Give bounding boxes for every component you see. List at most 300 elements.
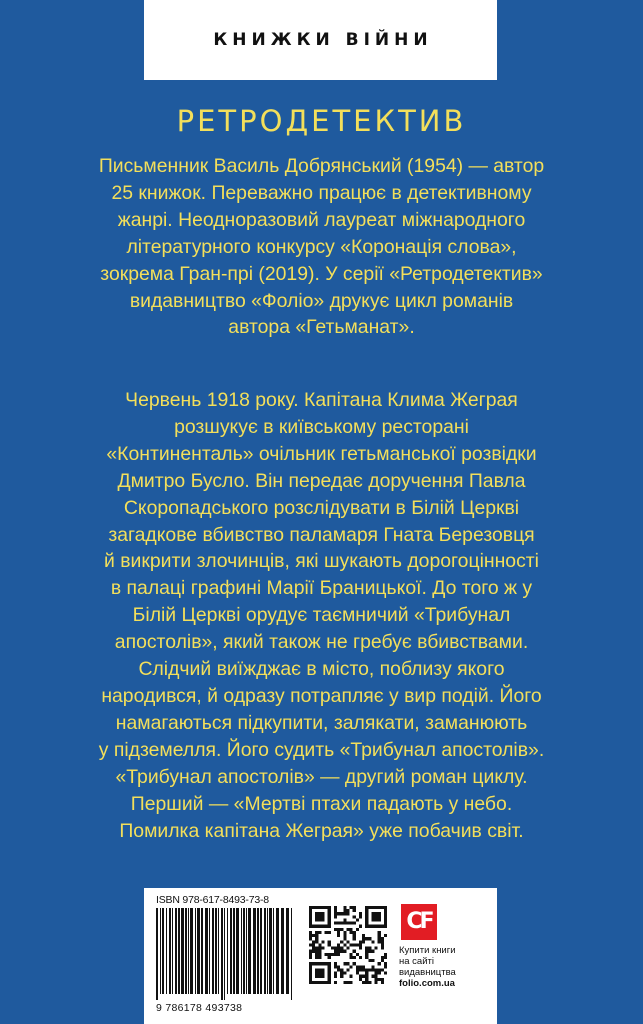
annotation-line: у підземелля. Його судить «Трибунал апостолів».	[98, 738, 545, 761]
qr-module	[368, 968, 371, 971]
barcode-bar	[209, 908, 210, 994]
qr-module	[381, 968, 384, 971]
barcode-bar	[281, 908, 284, 994]
qr-module	[337, 965, 340, 968]
annotation-line: розшукує в київському ресторані	[174, 415, 469, 438]
qr-module	[315, 931, 318, 934]
qr-module	[321, 940, 324, 943]
qr-module	[318, 931, 321, 934]
qr-module	[309, 906, 312, 909]
annotation-line: Помилка капітана Жеграя» уже побачив світ.	[119, 819, 524, 842]
annotation-line: Скоропадського розслідувати в Білій Церкві	[123, 496, 520, 519]
qr-module	[321, 981, 324, 984]
bio-line: видавництво «Фоліо» друкує цикл романів	[129, 289, 514, 312]
qr-module	[359, 915, 362, 918]
barcode-bar	[205, 908, 208, 994]
qr-module	[321, 918, 324, 921]
qr-module	[334, 962, 337, 965]
bio-line: автора «Гетьманат».	[228, 316, 415, 339]
qr-module	[318, 972, 321, 975]
qr-module	[346, 962, 349, 965]
qr-module	[337, 943, 340, 946]
qr-module	[381, 956, 384, 959]
qr-module	[318, 962, 321, 965]
qr-module	[381, 940, 384, 943]
qr-module	[368, 937, 371, 940]
qr-module	[321, 972, 324, 975]
book-annotation	[40, 387, 603, 844]
qr-module	[384, 922, 387, 925]
qr-module	[359, 965, 362, 968]
qr-module	[328, 975, 331, 978]
qr-module	[353, 931, 356, 934]
annotation-line: Перший — «Мертві птахи падають у небо.	[130, 792, 513, 815]
qr-module	[375, 972, 378, 975]
qr-module	[318, 956, 321, 959]
barcode-bar	[257, 908, 259, 994]
qr-module	[340, 975, 343, 978]
qr-module	[346, 947, 349, 950]
qr-module	[340, 950, 343, 953]
qr-module	[309, 978, 312, 981]
qr-module	[328, 906, 331, 909]
barcode-bar	[221, 908, 223, 1000]
qr-module	[359, 956, 362, 959]
qr-module	[309, 975, 312, 978]
qr-module	[368, 947, 371, 950]
qr-module	[334, 915, 337, 918]
qr-module	[312, 943, 315, 946]
barcode-bar	[260, 908, 262, 994]
qr-module	[321, 912, 324, 915]
qr-module	[346, 922, 349, 925]
qr-module	[375, 918, 378, 921]
barcode-bar	[195, 908, 196, 994]
qr-module	[365, 956, 368, 959]
qr-module	[343, 909, 346, 912]
qr-module	[334, 928, 337, 931]
barcode-bar	[172, 908, 173, 994]
qr-module	[309, 968, 312, 971]
qr-module	[328, 981, 331, 984]
qr-module	[362, 940, 365, 943]
qr-module	[340, 972, 343, 975]
qr-module	[315, 925, 318, 928]
qr-module	[328, 925, 331, 928]
qr-module	[368, 959, 371, 962]
qr-module	[346, 909, 349, 912]
qr-module	[365, 925, 368, 928]
qr-module	[328, 943, 331, 946]
qr-module	[337, 968, 340, 971]
qr-module	[318, 906, 321, 909]
qr-module	[321, 906, 324, 909]
qr-module	[309, 922, 312, 925]
qr-module	[334, 965, 337, 968]
qr-module	[353, 937, 356, 940]
barcode-bar	[190, 908, 193, 994]
qr-module	[371, 940, 374, 943]
qr-module	[334, 950, 337, 953]
qr-module	[309, 909, 312, 912]
publisher-logo	[401, 904, 437, 940]
qr-module	[381, 937, 384, 940]
qr-module	[343, 962, 346, 965]
qr-module	[309, 972, 312, 975]
qr-module	[343, 937, 346, 940]
qr-module	[318, 950, 321, 953]
qr-module	[384, 965, 387, 968]
qr-module	[350, 922, 353, 925]
qr-module	[378, 937, 381, 940]
barcode-bar	[178, 908, 180, 994]
qr-module	[378, 925, 381, 928]
qr-module	[378, 906, 381, 909]
qr-module	[315, 950, 318, 953]
barcode-bar	[236, 908, 239, 994]
qr-module	[318, 943, 321, 946]
qr-module	[378, 968, 381, 971]
barcode-bar	[264, 908, 266, 994]
barcode-bar	[175, 908, 177, 994]
series-title: КНИЖКИ ВІЙНИ	[213, 30, 433, 50]
qr-module	[378, 962, 381, 965]
qr-module	[346, 981, 349, 984]
qr-module	[309, 912, 312, 915]
qr-module	[371, 975, 374, 978]
series-banner	[144, 0, 497, 80]
qr-module	[359, 912, 362, 915]
qr-module	[318, 925, 321, 928]
qr-module	[328, 909, 331, 912]
qr-module	[315, 956, 318, 959]
qr-module	[328, 915, 331, 918]
qr-module	[353, 909, 356, 912]
qr-module	[328, 968, 331, 971]
qr-module	[315, 915, 318, 918]
barcode-digits: 9 786178 493738	[156, 1002, 243, 1014]
qr-module	[309, 950, 312, 953]
qr-module	[365, 922, 368, 925]
bio-line: 25 книжок. Переважно працює в детективному	[111, 181, 532, 204]
qr-module	[337, 928, 340, 931]
qr-module	[378, 978, 381, 981]
barcode-bar	[248, 908, 251, 994]
qr-module	[309, 956, 312, 959]
qr-module	[375, 915, 378, 918]
barcode-bar	[291, 908, 292, 1000]
annotation-line: народився, й одразу потрапляє у вир подій. Його	[101, 684, 542, 707]
qr-module	[371, 925, 374, 928]
publisher-logo-text: CF	[406, 909, 432, 934]
barcode-bar	[166, 908, 167, 994]
publisher-site: folio.com.ua	[399, 978, 455, 989]
bio-line: жанрі. Неодноразовий лауреат міжнародного	[117, 208, 526, 231]
qr-module	[365, 950, 368, 953]
qr-module	[337, 931, 340, 934]
qr-module	[321, 947, 324, 950]
qr-module	[315, 972, 318, 975]
qr-module	[309, 915, 312, 918]
qr-module	[337, 953, 340, 956]
qr-module	[334, 972, 337, 975]
qr-module	[309, 962, 312, 965]
qr-module	[309, 925, 312, 928]
bio-line: зокрема Гран-прі (2019). У серії «Ретродетектив»	[100, 262, 543, 285]
qr-module	[315, 975, 318, 978]
qr-module	[328, 956, 331, 959]
qr-module	[321, 915, 324, 918]
qr-module	[328, 931, 331, 934]
qr-module	[378, 931, 381, 934]
qr-module	[340, 947, 343, 950]
qr-module	[318, 912, 321, 915]
qr-module	[375, 912, 378, 915]
qr-module	[384, 953, 387, 956]
qr-module	[309, 931, 312, 934]
qr-module	[362, 981, 365, 984]
qr-module	[328, 978, 331, 981]
qr-module	[312, 906, 315, 909]
barcode-bar	[215, 908, 217, 994]
qr-module	[334, 912, 337, 915]
qr-module	[343, 950, 346, 953]
qr-module	[359, 968, 362, 971]
qr-module	[384, 912, 387, 915]
qr-module	[334, 947, 337, 950]
qr-module	[325, 953, 328, 956]
barcode-bar	[227, 908, 228, 994]
qr-module	[312, 962, 315, 965]
qr-module	[375, 906, 378, 909]
qr-module	[359, 940, 362, 943]
qr-module	[384, 925, 387, 928]
qr-module	[334, 909, 337, 912]
qr-module	[334, 981, 337, 984]
qr-module	[353, 922, 356, 925]
buy-line: видавництва	[399, 967, 456, 978]
qr-module	[346, 968, 349, 971]
qr-module	[328, 912, 331, 915]
qr-module	[350, 956, 353, 959]
qr-module	[318, 947, 321, 950]
qr-module	[378, 918, 381, 921]
qr-module	[365, 906, 368, 909]
qr-module	[343, 972, 346, 975]
qr-module	[315, 953, 318, 956]
qr-module	[340, 940, 343, 943]
qr-module	[365, 975, 368, 978]
qr-module	[368, 925, 371, 928]
qr-module	[312, 925, 315, 928]
qr-module	[353, 956, 356, 959]
qr-module	[318, 915, 321, 918]
qr-module	[353, 934, 356, 937]
qr-module	[315, 937, 318, 940]
qr-module	[356, 968, 359, 971]
barcode-bar	[273, 908, 274, 994]
qr-module	[368, 950, 371, 953]
barcode-bar	[243, 908, 245, 994]
buy-line: на сайті	[399, 956, 434, 967]
qr-module	[384, 918, 387, 921]
qr-module	[309, 934, 312, 937]
qr-module	[365, 937, 368, 940]
qr-module	[371, 915, 374, 918]
qr-module	[343, 931, 346, 934]
qr-module	[334, 975, 337, 978]
qr-module	[381, 925, 384, 928]
qr-module	[375, 981, 378, 984]
buy-line: Купити книги	[399, 945, 456, 956]
qr-module	[356, 918, 359, 921]
annotation-line: й викрити злочинців, які шукають дорогоцінності	[104, 550, 539, 573]
qr-module	[309, 953, 312, 956]
qr-module	[384, 962, 387, 965]
qr-module	[353, 950, 356, 953]
isbn-label: ISBN 978-617-8493-73-8	[156, 894, 269, 906]
annotation-line: загадкове вбивство паламаря Гната Березовця	[108, 523, 535, 546]
qr-module	[315, 968, 318, 971]
barcode-bar	[181, 908, 184, 994]
qr-module	[371, 912, 374, 915]
qr-module	[365, 978, 368, 981]
qr-module	[371, 959, 374, 962]
qr-module	[368, 906, 371, 909]
qr-module	[365, 953, 368, 956]
qr-module	[381, 981, 384, 984]
qr-module	[350, 953, 353, 956]
qr-module	[371, 968, 374, 971]
qr-module	[318, 953, 321, 956]
qr-module	[312, 940, 315, 943]
qr-module	[340, 922, 343, 925]
qr-module	[312, 947, 315, 950]
qr-module	[315, 940, 318, 943]
qr-module	[359, 925, 362, 928]
qr-module	[375, 975, 378, 978]
qr-module	[384, 934, 387, 937]
barcode-bar	[160, 908, 161, 994]
qr-module	[328, 972, 331, 975]
barcode-bar	[233, 908, 235, 994]
qr-module	[350, 943, 353, 946]
bio-line: літературного конкурсу «Коронація слова»,	[126, 235, 517, 258]
qr-module	[328, 918, 331, 921]
qr-module	[328, 940, 331, 943]
qr-module	[321, 975, 324, 978]
qr-module	[309, 981, 312, 984]
barcode-image	[156, 908, 292, 1000]
qr-module	[381, 978, 384, 981]
qr-module	[343, 981, 346, 984]
qr-module	[378, 915, 381, 918]
qr-module	[315, 906, 318, 909]
qr-module	[328, 962, 331, 965]
barcode-bar	[185, 908, 187, 994]
qr-module	[365, 968, 368, 971]
qr-module	[350, 928, 353, 931]
qr-module	[343, 943, 346, 946]
annotation-line: Білій Церкві орудує таємничий «Трибунал	[132, 604, 511, 627]
barcode-bar	[218, 908, 219, 994]
qr-module	[315, 947, 318, 950]
qr-module	[312, 934, 315, 937]
barcode-bar	[212, 908, 214, 994]
qr-module	[331, 947, 334, 950]
qr-module	[378, 912, 381, 915]
barcode-bar	[230, 908, 232, 994]
buy-online-note	[399, 945, 489, 989]
barcode-bar	[197, 908, 200, 994]
qr-module	[378, 934, 381, 937]
qr-module	[340, 968, 343, 971]
qr-module	[337, 912, 340, 915]
barcode-bar	[246, 908, 247, 994]
annotation-line: Червень 1918 року. Капітана Клима Жеграя	[125, 389, 518, 411]
qr-module	[375, 968, 378, 971]
qr-module	[362, 975, 365, 978]
qr-module	[353, 915, 356, 918]
qr-module	[378, 940, 381, 943]
qr-module	[356, 928, 359, 931]
qr-module	[359, 978, 362, 981]
qr-module	[353, 906, 356, 909]
qr-module	[337, 934, 340, 937]
qr-module	[343, 934, 346, 937]
qr-module	[325, 931, 328, 934]
annotation-line: намагаються підкупити, залякати, заманюють	[115, 711, 528, 734]
qr-module	[365, 909, 368, 912]
qr-module	[334, 953, 337, 956]
barcode-panel	[144, 888, 497, 1024]
barcode-bar	[188, 908, 189, 994]
annotation-line: апостолів», який також не гребує вбивствами.	[114, 631, 529, 654]
qr-module	[337, 950, 340, 953]
qr-module	[365, 972, 368, 975]
qr-module	[318, 918, 321, 921]
qr-module	[356, 943, 359, 946]
qr-module	[312, 950, 315, 953]
qr-module	[384, 906, 387, 909]
qr-module	[337, 922, 340, 925]
annotation-line: «Континенталь» очільник гетьманської розвідки	[106, 442, 537, 465]
qr-module	[321, 968, 324, 971]
qr-module	[318, 975, 321, 978]
qr-module	[365, 981, 368, 984]
qr-module	[375, 978, 378, 981]
qr-module	[365, 947, 368, 950]
qr-module	[359, 947, 362, 950]
qr-module	[350, 906, 353, 909]
annotation-line: Слідчий виїжджає в місто, поблизу якого	[138, 658, 505, 681]
qr-module	[350, 965, 353, 968]
qr-module	[325, 962, 328, 965]
qr-module	[384, 956, 387, 959]
qr-module	[375, 947, 378, 950]
barcode-bar	[156, 908, 158, 1000]
annotation-line: «Трибунал апостолів» — другий роман циклу.	[115, 765, 528, 788]
qr-module	[318, 968, 321, 971]
qr-module	[337, 947, 340, 950]
qr-module	[312, 981, 315, 984]
author-bio	[40, 153, 603, 341]
qr-module	[346, 940, 349, 943]
qr-module	[315, 918, 318, 921]
qr-module	[331, 953, 334, 956]
qr-module	[343, 912, 346, 915]
qr-module	[315, 934, 318, 937]
